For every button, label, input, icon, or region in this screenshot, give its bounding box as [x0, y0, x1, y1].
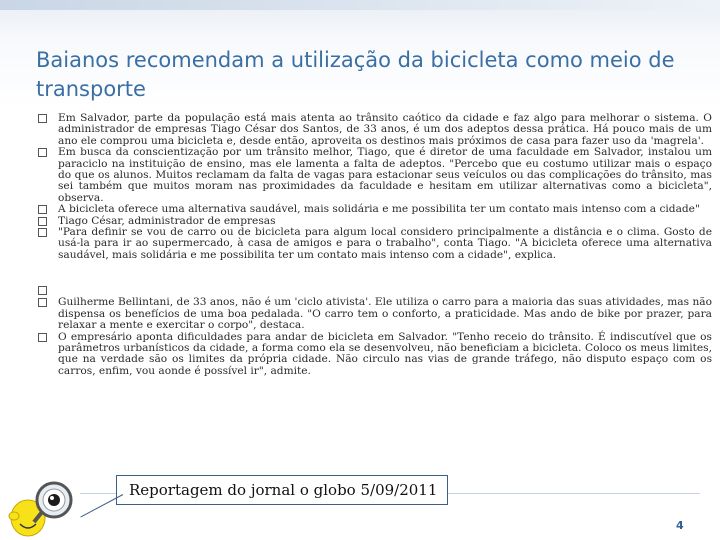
bullet-item — [36, 147, 712, 204]
bullet-item — [36, 332, 712, 378]
magnifier-emoji-icon — [6, 478, 86, 540]
checkbox-bullet-icon — [38, 205, 47, 214]
reference-text: Reportagem do jornal o globo 5/09/2011 — [129, 481, 438, 499]
bullet-text: "Para definir se vou de carro ou de bicicleta para algum local considero principalmente a distância e o clima. Gosto de usá-la para ir ao supermercado, à casa de amigos e para o trabalho", conta Tiago. "A bicicleta oferece uma alternativa saudável, mais solidária e me possibilita ter um contato mais intenso com a cidade", explica. — [58, 226, 712, 261]
spacer — [36, 261, 712, 285]
checkbox-bullet-icon — [38, 114, 47, 123]
bullet-text: A bicicleta oferece uma alternativa saudável, mais solidária e me possibilita ter um contato mais intenso com a cidade" — [58, 203, 700, 216]
bullet-item — [36, 113, 712, 147]
checkbox-bullet-icon — [38, 333, 47, 342]
callout-line — [80, 494, 123, 517]
bullet-item — [36, 297, 712, 331]
checkbox-bullet-icon — [38, 217, 47, 226]
bullet-text: Em busca da conscientização por um trânsito melhor, Tiago, que é diretor de uma faculdade em Salvador, instalou um paraciclo na instituição de ensino, mas ele lamenta a falta de adeptos. "Percebo que eu costumo utilizar mais o espaço do que os alunos. Muitos reclamam da falta de vagas para estacionar seus veículos ou das complicações do trânsito, mas sei também que muitos moram nas proximidades da faculdade e hesitam em utilizar alternativas como a bicicleta", observa. — [58, 146, 712, 204]
bullet-item — [36, 204, 712, 215]
checkbox-bullet-icon — [38, 298, 47, 307]
slide-top-band — [0, 0, 720, 10]
checkbox-bullet-icon — [38, 228, 47, 237]
checkbox-bullet-icon — [38, 286, 47, 295]
page-number: 4 — [676, 519, 684, 532]
bullet-text: Em Salvador, parte da população está mais atenta ao trânsito caótico da cidade e faz algo para melhorar o sistema. O administrador de empresas Tiago César dos Santos, de 33 anos, é um dos adeptos dessa prática. Há pouco mais de um ano ele comprou uma bicicleta e, desde então, aproveita os destinos mais próximos de casa para fazer uso da 'magrela'. — [58, 112, 712, 147]
slide-title: Baianos recomendam a utilização da bicicleta como meio de transporte — [36, 48, 675, 101]
slide-content — [36, 113, 712, 377]
bullet-item — [36, 227, 712, 261]
bullet-text: Tiago César, administrador de empresas — [58, 214, 276, 227]
bullet-text: Guilherme Bellintani, de 33 anos, não é um 'ciclo ativista'. Ele utiliza o carro para a maioria das suas atividades, mas não dispensa os benefícios de uma boa pedalada. "O carro tem o conforto, a praticidade. Mas ando de bike por prazer, para relaxar a mente e exercitar o corpo", destaca. — [58, 296, 712, 332]
checkbox-bullet-icon — [38, 148, 47, 157]
reference-box — [116, 475, 448, 505]
bullet-text: O empresário aponta dificuldades para andar de bicicleta em Salvador. "Tenho receio do trânsito. É indiscutível que os parâmetros urbanísticos da cidade, a forma como ela se desenvolveu, não beneficiam a bicicleta. Coloco os meus limites, que na verdade são os limites da própria cidade. Não circulo nas vias de grande tráfego, não disputo espaço com os carros, enfim, vou aonde é possível ir", admite. — [58, 330, 712, 377]
